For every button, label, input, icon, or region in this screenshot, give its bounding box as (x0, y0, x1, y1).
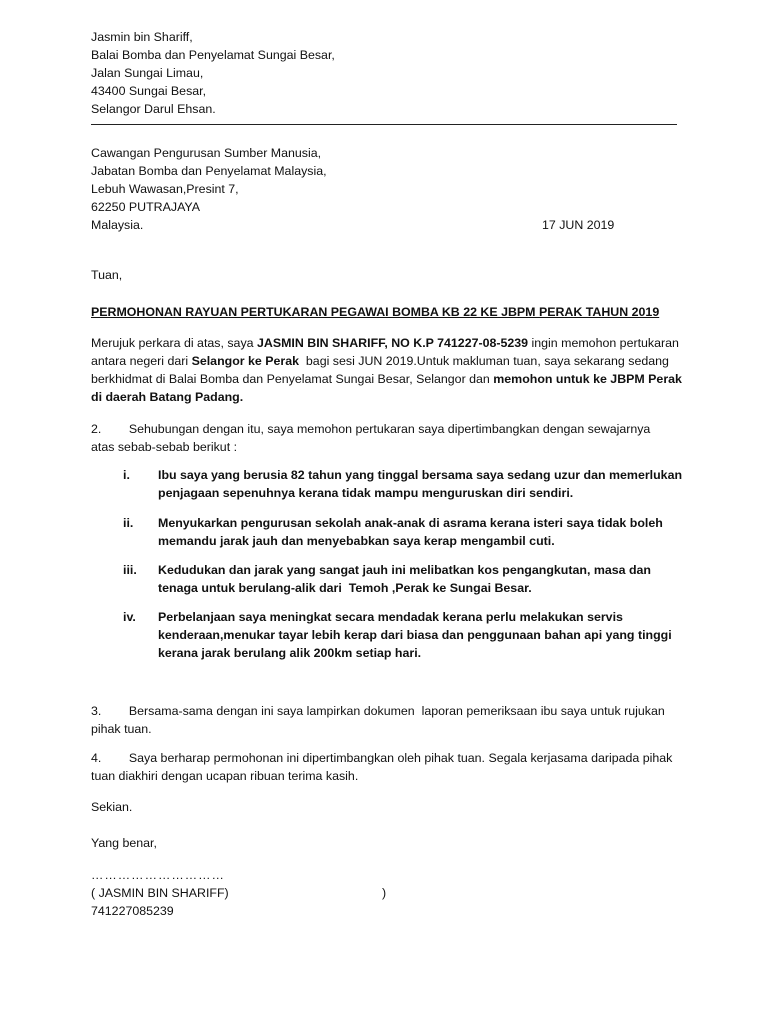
reason-line: tenaga untuk berulang-alik dari Temoh ,Perak ke Sungai Besar. (158, 581, 532, 595)
reason-line: Perbelanjaan saya meningkat secara mendadak kerana perlu melakukan servis (158, 610, 623, 624)
transfer-route: Selangor ke Perak (191, 354, 300, 368)
recipient-line: Malaysia. (91, 218, 144, 232)
paragraph-1-line-3 (91, 370, 682, 388)
recipient-line: Jabatan Bomba dan Penyelamat Malaysia, (91, 164, 327, 178)
para1-text: ingin memohon pertukaran (528, 336, 679, 350)
letter-date: 17 JUN 2019 (542, 218, 615, 232)
sender-line: Jalan Sungai Limau, (91, 66, 204, 80)
signatory-name: ( JASMIN BIN SHARIFF) (91, 886, 229, 900)
reason-line: Menyukarkan pengurusan sekolah anak-anak di asrama kerana isteri saya tidak boleh (158, 516, 663, 530)
reason-number: i. (123, 468, 130, 482)
paragraph-3-line: 3. Bersama-sama dengan ini saya lampirkan dokumen laporan pemeriksaan ibu saya untuk rujukan (91, 704, 665, 718)
paragraph-2 (91, 420, 679, 456)
sender-line: Balai Bomba dan Penyelamat Sungai Besar, (91, 48, 335, 62)
sign-off: Yang benar, (91, 836, 157, 850)
reason-number: ii. (123, 516, 134, 530)
recipient-line: Lebuh Wawasan,Presint 7, (91, 182, 239, 196)
signatory-ic-number: 741227085239 (91, 904, 174, 918)
paragraph-4 (91, 749, 679, 785)
reason-line: Kedudukan dan jarak yang sangat jauh ini melibatkan kos pengangkutan, masa dan (158, 563, 651, 577)
reason-line: kerana jarak berulang alik 200km setiap hari. (158, 646, 422, 660)
applicant-name-ic: JASMIN BIN SHARIFF, NO K.P 741227-08-5239 (256, 336, 529, 350)
reason-line: memandu jarak jauh dan menyebabkan saya kerap mengambil cuti. (158, 534, 555, 548)
sender-address (91, 28, 335, 118)
para1-text: bagi sesi JUN 2019.Untuk makluman tuan, saya sekarang sedang (299, 354, 669, 368)
reason-number: iv. (123, 610, 136, 624)
paragraph-3 (91, 702, 679, 738)
para1-text: berkhidmat di Balai Bomba dan Penyelamat Sungai Besar, Selangor dan (91, 372, 494, 386)
signature-line: ………………………… (91, 868, 225, 882)
transfer-district: di daerah Batang Padang. (91, 390, 244, 404)
sender-line: Selangor Darul Ehsan. (91, 102, 216, 116)
paragraph-1-line-2 (91, 352, 679, 370)
paragraph-1-line-4 (91, 388, 679, 406)
recipient-line: Cawangan Pengurusan Sumber Manusia, (91, 146, 322, 160)
sender-line: 43400 Sungai Besar, (91, 84, 207, 98)
paragraph-2-line: 2. Sehubungan dengan itu, saya memohon pertukaran saya dipertimbangkan dengan sewajarnya (91, 422, 651, 436)
paragraph-1 (91, 334, 682, 406)
recipient-line: 62250 PUTRAJAYA (91, 200, 201, 214)
paragraph-4-line: tuan diakhiri dengan ucapan ribuan terima kasih. (91, 769, 359, 783)
para1-text: antara negeri dari (91, 354, 192, 368)
signature-close-paren: ) (382, 886, 387, 900)
paragraph-1-line-1 (91, 334, 679, 352)
sender-line: Jasmin bin Shariff, (91, 30, 193, 44)
paragraph-4-line: 4. Saya berharap permohonan ini dipertimbangkan oleh pihak tuan. Segala kerjasama daripada pihak (91, 751, 673, 765)
header-divider (91, 124, 677, 125)
transfer-request: memohon untuk ke JBPM Perak (493, 372, 682, 386)
reason-line: Ibu saya yang berusia 82 tahun yang tinggal bersama saya sedang uzur dan memerlukan (158, 468, 683, 482)
para1-text: Merujuk perkara di atas, saya (91, 336, 257, 350)
reason-line: penjagaan sepenuhnya kerana tidak mampu menguruskan diri sendiri. (158, 486, 574, 500)
paragraph-2-line: atas sebab-sebab berikut : (91, 440, 238, 454)
paragraph-3-line: pihak tuan. (91, 722, 152, 736)
closing: Sekian. (91, 800, 133, 814)
letter-subject: PERMOHONAN RAYUAN PERTUKARAN PEGAWAI BOMBA KB 22 KE JBPM PERAK TAHUN 2019 (91, 305, 660, 319)
reason-line: kenderaan,menukar tayar lebih kerap dari biasa dan penggunaan bahan api yang tinggi (158, 628, 672, 642)
recipient-address (91, 144, 327, 234)
salutation: Tuan, (91, 268, 123, 282)
reason-number: iii. (123, 563, 137, 577)
